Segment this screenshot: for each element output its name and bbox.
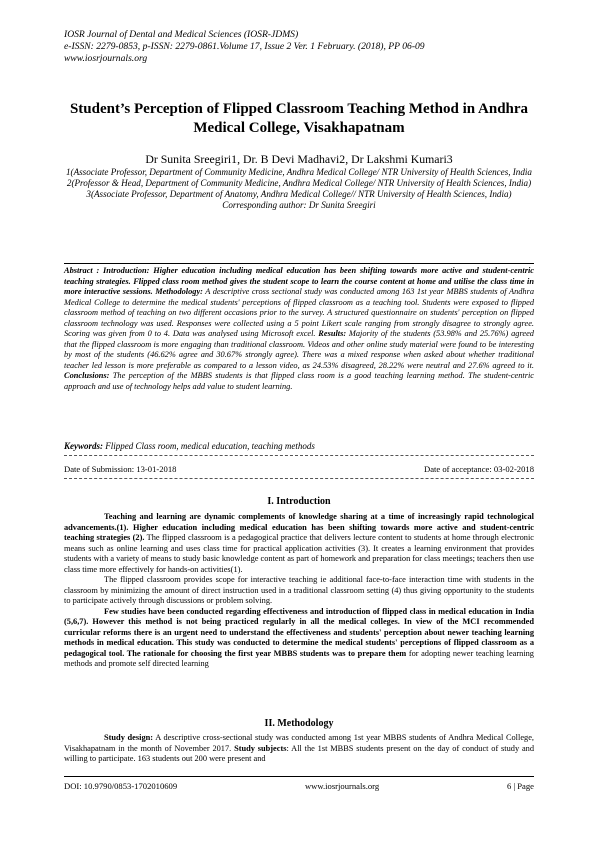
abstract-label: Abstract : Introduction: (64, 266, 150, 275)
methodology-paragraph-1 (64, 733, 534, 765)
intro-p3-text: for adopting newer teaching learning methods and promote self directed learning (64, 648, 534, 668)
intro-paragraph-3 (64, 607, 534, 670)
conclusions-label: Conclusions: (64, 371, 110, 381)
paper-title: Student’s Perception of Flipped Classroom Teaching Method in Andhra Medical College, Visakhapatnam (69, 101, 529, 136)
intro-p1-bold: Teaching and learning are dynamic complements of knowledge sharing at a time of increasingly rapid technological advancements.(1). Higher education including medical education has been shifting towards more active and student-centric teaching strategies (2). (64, 512, 534, 542)
journal-website[interactable]: www.iosrjournals.org (64, 53, 148, 65)
intro-paragraph-1 (64, 512, 534, 575)
dates-top-rule (64, 455, 534, 456)
affiliations (64, 167, 534, 211)
intro-p3-bold: Few studies have been conducted regarding effectiveness and introduction of flipped class in medical education in India (5,6,7). However this method is not being practiced regularly in all the medical colleges. In view of the MCI recommended curricular reforms there is an urgent need to understand the effectiveness and students' perception about newer teaching learning methods in medical education. This study was conducted to determine the medical students' perceptions of flipped classroom as a pedagogical tool. The rationale for choosing the first year MBBS students was to prepare them (64, 606, 534, 658)
corresponding-author: Corresponding author: Dr Sunita Sreegiri (222, 200, 376, 211)
journal-header (64, 29, 534, 66)
introduction-body (64, 512, 534, 670)
dates-bottom-rule (64, 478, 534, 479)
journal-name: IOSR Journal of Dental and Medical Sciences (IOSR-JDMS) (64, 29, 299, 40)
footer-rule (64, 776, 534, 777)
footer-doi: DOI: 10.9790/0853-1702010609 (64, 781, 178, 791)
submission-dates (64, 464, 534, 474)
footer-website[interactable]: www.iosrjournals.org (304, 781, 380, 791)
section-methodology-heading: II. Methodology (264, 718, 334, 729)
keywords-label: Keywords: (64, 441, 103, 451)
submission-date: Date of Submission: 13-01-2018 (64, 464, 177, 474)
study-subjects-text: : All the 1st MBBS students present on the day of conduct of study and willing to participate. 163 students out 200 were present and (64, 743, 535, 763)
results-label: Results: (318, 329, 347, 339)
abstract (64, 266, 534, 393)
methodology-label: Methodology: (155, 287, 203, 297)
keywords (64, 441, 534, 451)
acceptance-date: Date of acceptance: 03-02-2018 (424, 464, 534, 474)
keywords-text: Flipped Class room, medical education, teaching methods (105, 441, 315, 451)
study-subjects-label: Study subjects (234, 743, 287, 753)
abstract-methodology: A descriptive cross sectional study was conducted among 163 1st year MBBS students of Andhra Medical College to determine the medical students' perceptions of flipped classroom as a teaching tool. Students were exposed to flipped classroom method of teaching on two different occasions prior to the survey. A structured questionnaire on students' perception on flipped classroom technology was used. Responses were collected using a 5 point Likert scale ranging from strongly disagree to strongly agree. Scoring was given from 0 to 4. Data was analysed using Microsoft excel. (64, 287, 535, 339)
abstract-top-rule (64, 263, 534, 264)
journal-issn: e-ISSN: 2279-0853, p-ISSN: 2279-0861.Volume 17, Issue 2 Ver. 1 February. (2018), PP 06-09 (64, 41, 425, 53)
abstract-results: Majority of the students (53.98% and 25.76%) agreed that the flipped classroom is more engaging than traditional classroom. Videos and other online study material were found to be interesting by most of the students (46.62% agree and 30.67% strongly agree). There was a mixed response when asked about whether traditional teacher led lesson is more preferable as compared to a lesson video, as 24.53% disagreed, 28.22% were neutral and 27.6% agreed to it. (64, 329, 534, 370)
affiliation-2: 2(Professor & Head, Department of Community Medicine, Andhra Medical College/ NTR University of Health Sciences, India) (66, 178, 532, 189)
affiliation-3: 3(Associate Professor, Department of Anatomy, Andhra Medical College// NTR University of Health Sciences, India) (86, 189, 512, 200)
intro-p1-text: The flipped classroom is a pedagogical practice that delivers lecture content to students at home through electronic means such as online learning and uses class time for practical application activities (3). It creates a learning environment that provides students with a variety of means to study basic knowledge content as part of homework and preparation for class meetings; teachers then use class time more effectively for hands-on activities(1). (64, 533, 534, 574)
methodology-body (64, 733, 534, 765)
study-design-label: Study design: (104, 733, 154, 742)
affiliation-1: 1(Associate Professor, Department of Community Medicine, Andhra Medical College/ NTR University of Health Sciences, India (66, 167, 532, 177)
study-design-text: A descriptive cross-sectional study was conducted among 1st year MBBS students of Andhra Medical College, Visakhapatnam in the month of November 2017. (64, 733, 534, 753)
intro-paragraph-2: The flipped classroom provides scope for interactive teaching ie additional face-to-face interaction time with students in the classroom by minimizing the amount of direct instruction used in a traditional classroom setting (4) thus giving opportunity to the students to participate actively through discussions or problem solving. (64, 575, 534, 605)
author-list: Dr Sunita Sreegiri1, Dr. B Devi Madhavi2, Dr Lakshmi Kumari3 (145, 152, 453, 166)
page-footer (64, 781, 534, 791)
abstract-conclusions: The perception of the MBBS students is that flipped class room is a good teaching learning method. The student-centric approach and use of technology helps add value to student learning. (64, 371, 535, 392)
section-introduction-heading: I. Introduction (267, 496, 331, 507)
abstract-intro: Higher education including medical education has been shifting towards more active and student-centric teaching strategies. Flipped class room method gives the student scope to learn the course content at home and utilise the class time in more interactive sessions. (64, 266, 534, 297)
footer-page-number: 6 | Page (506, 781, 534, 791)
